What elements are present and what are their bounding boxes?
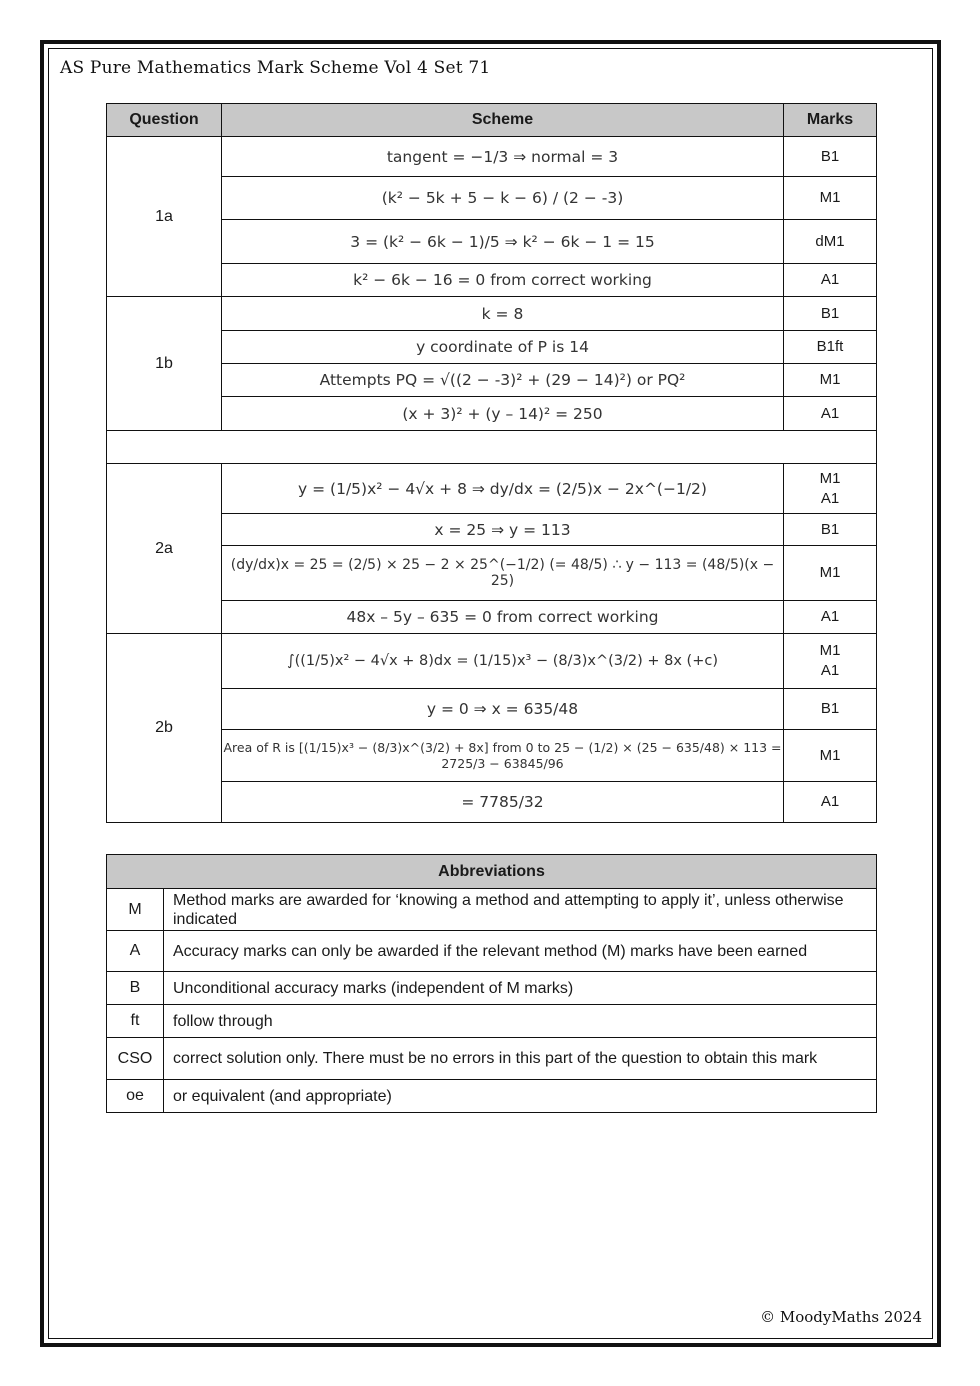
scheme-cell: y = (1/5)x² − 4√x + 8 ⇒ dy/dx = (2/5)x − 2x^(−1/2)	[222, 464, 784, 514]
scheme-cell: 3 = (k² − 6k − 1)/5 ⇒ k² − 6k − 1 = 15	[222, 220, 784, 264]
abbr-desc: or equivalent (and appropriate)	[164, 1080, 877, 1113]
abbreviations-title: Abbreviations	[107, 855, 877, 889]
marks-cell: A1	[784, 782, 877, 823]
question-label-1a: 1a	[107, 137, 222, 297]
abbr-code: B	[107, 972, 164, 1005]
scheme-cell: Attempts PQ = √((2 − -3)² + (29 − 14)²) or PQ²	[222, 364, 784, 397]
copyright-notice: © MoodyMaths 2024	[760, 1308, 922, 1326]
marks-cell: dM1	[784, 220, 877, 264]
table-row	[107, 364, 877, 397]
abbr-code: A	[107, 931, 164, 972]
scheme-cell: = 7785/32	[222, 782, 784, 823]
scheme-cell: (x + 3)² + (y – 14)² = 250	[222, 397, 784, 431]
marks-cell: B1ft	[784, 331, 877, 364]
scheme-cell: Area of R is [(1/15)x³ − (8/3)x^(3/2) + 8x] from 0 to 25 − (1/2) × (25 − 635/48) × 113 = 2725/3 − 63845/96	[222, 730, 784, 782]
table-row	[107, 464, 877, 514]
table-row	[107, 634, 877, 689]
scheme-cell: ∫((1/5)x² − 4√x + 8)dx = (1/15)x³ − (8/3)x^(3/2) + 8x (+c)	[222, 634, 784, 689]
table-row	[107, 601, 877, 634]
marks-cell: B1	[784, 137, 877, 177]
marks-cell: M1	[784, 546, 877, 601]
table-row	[107, 1080, 877, 1113]
table-row	[107, 931, 877, 972]
marks-cell: A1	[784, 397, 877, 431]
marks-cell: B1	[784, 297, 877, 331]
table-row	[107, 1005, 877, 1038]
scheme-cell: (k² − 5k + 5 − k − 6) / (2 − -3)	[222, 177, 784, 220]
scheme-cell: y = 0 ⇒ x = 635/48	[222, 689, 784, 730]
table-row	[107, 264, 877, 297]
table-row	[107, 177, 877, 220]
mark-scheme-table	[106, 103, 877, 823]
table-row	[107, 782, 877, 823]
scheme-cell: tangent = −1/3 ⇒ normal = 3	[222, 137, 784, 177]
scheme-cell: y coordinate of P is 14	[222, 331, 784, 364]
marks-cell: M1	[784, 730, 877, 782]
abbr-desc: Method marks are awarded for ‘knowing a method and attempting to apply it’, unless otherwise indicated	[164, 889, 877, 931]
abbr-code: CSO	[107, 1038, 164, 1080]
scheme-cell: 48x – 5y – 635 = 0 from correct working	[222, 601, 784, 634]
question-label-2b: 2b	[107, 634, 222, 823]
table-row	[107, 331, 877, 364]
table-row	[107, 220, 877, 264]
scheme-cell: x = 25 ⇒ y = 113	[222, 514, 784, 546]
scheme-cell: k² − 6k − 16 = 0 from correct working	[222, 264, 784, 297]
abbr-desc: Unconditional accuracy marks (independent of M marks)	[164, 972, 877, 1005]
table-row	[107, 972, 877, 1005]
abbr-desc: follow through	[164, 1005, 877, 1038]
abbreviations-header-row	[107, 855, 877, 889]
marks-cell: M1 A1	[784, 634, 877, 689]
marks-cell: M1	[784, 364, 877, 397]
marks-cell: B1	[784, 689, 877, 730]
question-label-1b: 1b	[107, 297, 222, 431]
table-row	[107, 397, 877, 431]
marks-cell: M1	[784, 177, 877, 220]
scheme-cell: k = 8	[222, 297, 784, 331]
question-header: Question	[107, 104, 222, 137]
marks-header: Marks	[784, 104, 877, 137]
marks-cell: M1 A1	[784, 464, 877, 514]
table-row	[107, 546, 877, 601]
table-row	[107, 137, 877, 177]
scheme-cell: (dy/dx)x = 25 = (2/5) × 25 − 2 × 25^(−1/2) (= 48/5) ∴ y − 113 = (48/5)(x − 25)	[222, 546, 784, 601]
table-row	[107, 1038, 877, 1080]
header-row	[107, 104, 877, 137]
abbr-code: ft	[107, 1005, 164, 1038]
table-row	[107, 889, 877, 931]
marks-cell: B1	[784, 514, 877, 546]
question-label-2a: 2a	[107, 464, 222, 634]
abbr-desc: correct solution only. There must be no errors in this part of the question to obtain this mark	[164, 1038, 877, 1080]
table-row	[107, 297, 877, 331]
abbreviations-table	[106, 854, 877, 1113]
document-title: AS Pure Mathematics Mark Scheme Vol 4 Set 71	[60, 58, 491, 78]
scheme-header: Scheme	[222, 104, 784, 137]
spacer-row	[107, 431, 877, 464]
abbr-code: M	[107, 889, 164, 931]
table-row	[107, 514, 877, 546]
table-row	[107, 730, 877, 782]
abbr-code: oe	[107, 1080, 164, 1113]
table-row	[107, 689, 877, 730]
marks-cell: A1	[784, 264, 877, 297]
marks-cell: A1	[784, 601, 877, 634]
abbr-desc: Accuracy marks can only be awarded if the relevant method (M) marks have been earned	[164, 931, 877, 972]
